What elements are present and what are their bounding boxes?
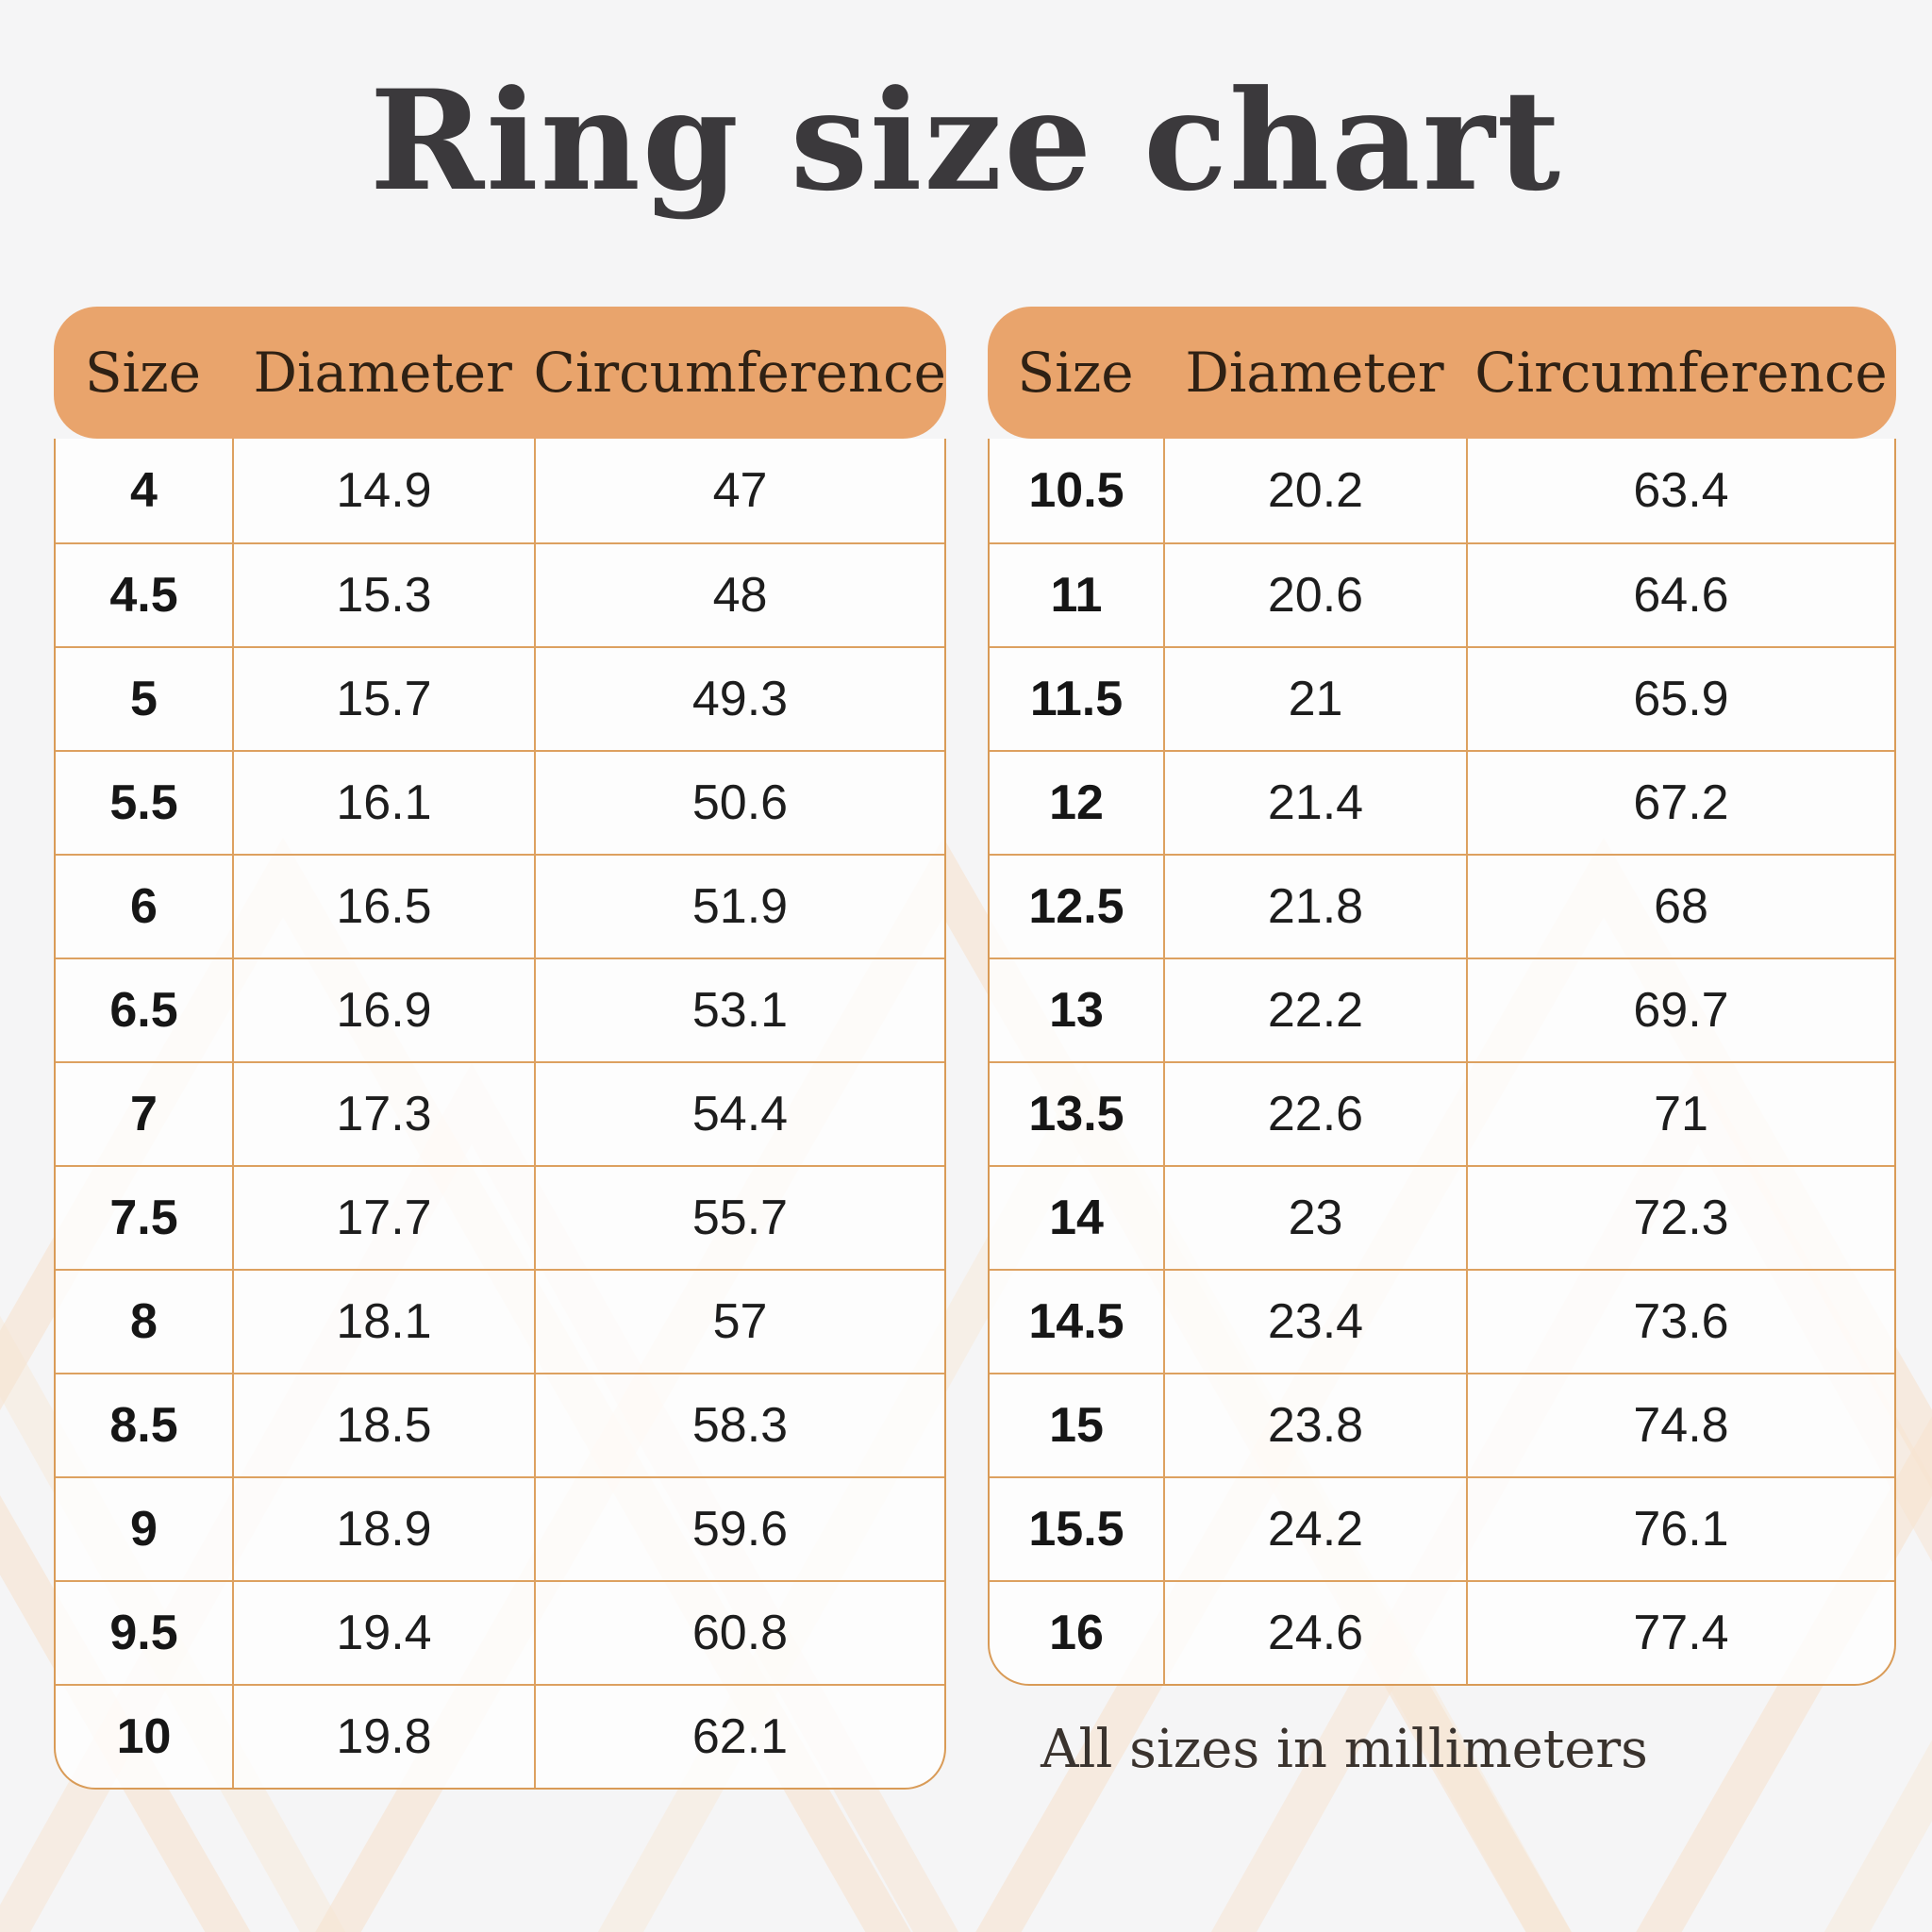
table-row: [56, 1269, 944, 1373]
size-cell: 9: [56, 1478, 234, 1580]
size-cell: 12.5: [990, 856, 1165, 958]
circumference-cell: 67.2: [1633, 775, 1729, 830]
table-row: [990, 1061, 1894, 1165]
table-row: [56, 958, 944, 1061]
diameter-cell: 19.4: [234, 1582, 536, 1684]
circumference-cell: 71: [1654, 1087, 1708, 1141]
size-cell: 8: [56, 1271, 234, 1373]
diameter-cell: 17.7: [234, 1167, 536, 1269]
circumference-cell: 65.9: [1633, 672, 1729, 726]
column-header-diameter: Diameter: [253, 341, 512, 405]
diameter-cell: 16.9: [234, 959, 536, 1061]
diameter-cell: 23: [1165, 1167, 1468, 1269]
circumference-cell: 50.6: [691, 775, 789, 830]
table-row: [990, 1580, 1894, 1684]
ring-size-table-right: [988, 307, 1896, 1686]
table-header-row: [54, 307, 946, 439]
diameter-cell: 18.5: [234, 1374, 536, 1476]
size-cell: 7.5: [56, 1167, 234, 1269]
circumference-cell: 47: [712, 463, 768, 518]
table-row: [56, 1684, 944, 1788]
diameter-cell: 15.3: [234, 544, 536, 646]
table-row: [56, 542, 944, 646]
units-note: All sizes in millimeters: [1041, 1719, 1648, 1780]
size-cell: 15.5: [990, 1478, 1165, 1580]
diameter-cell: 19.8: [234, 1686, 536, 1788]
diameter-cell: 14.9: [234, 439, 536, 542]
diameter-cell: 22.6: [1165, 1063, 1468, 1165]
table-row: [56, 439, 944, 542]
table-row: [990, 958, 1894, 1061]
table-header-row: [988, 307, 1896, 439]
circumference-cell: 58.3: [691, 1398, 789, 1453]
size-cell: 10.5: [990, 439, 1165, 542]
table-row: [56, 1476, 944, 1580]
circumference-cell: 74.8: [1633, 1398, 1729, 1453]
diameter-cell: 17.3: [234, 1063, 536, 1165]
table-row: [990, 542, 1894, 646]
diameter-cell: 24.6: [1165, 1582, 1468, 1684]
size-cell: 5.5: [56, 752, 234, 854]
table-body: [988, 439, 1896, 1686]
circumference-cell: 60.8: [691, 1606, 789, 1660]
circumference-cell: 53.1: [691, 983, 789, 1038]
circumference-cell: 49.3: [691, 672, 789, 726]
size-cell: 4: [56, 439, 234, 542]
diameter-cell: 20.6: [1165, 544, 1468, 646]
column-header-circumference: Circumference: [533, 341, 946, 405]
size-cell: 16: [990, 1582, 1165, 1684]
diameter-cell: 18.9: [234, 1478, 536, 1580]
circumference-cell: 51.9: [691, 879, 789, 934]
diameter-cell: 16.5: [234, 856, 536, 958]
column-header-diameter: Diameter: [1185, 341, 1444, 405]
circumference-cell: 55.7: [691, 1191, 789, 1245]
size-cell: 8.5: [56, 1374, 234, 1476]
size-cell: 6: [56, 856, 234, 958]
table-row: [990, 439, 1894, 542]
circumference-cell: 64.6: [1633, 568, 1729, 623]
table-row: [990, 854, 1894, 958]
circumference-cell: 48: [712, 568, 768, 623]
column-header-size: Size: [1017, 341, 1134, 405]
size-cell: 6.5: [56, 959, 234, 1061]
diameter-cell: 23.8: [1165, 1374, 1468, 1476]
size-cell: 4.5: [56, 544, 234, 646]
table-row: [990, 646, 1894, 750]
diameter-cell: 22.2: [1165, 959, 1468, 1061]
circumference-cell: 54.4: [691, 1087, 789, 1141]
circumference-cell: 73.6: [1633, 1294, 1729, 1349]
table-row: [990, 1373, 1894, 1476]
circumference-cell: 57: [712, 1294, 768, 1349]
diameter-cell: 21: [1165, 648, 1468, 750]
ring-size-table-left: [54, 307, 946, 1790]
size-cell: 11: [990, 544, 1165, 646]
diameter-cell: 16.1: [234, 752, 536, 854]
table-row: [990, 750, 1894, 854]
table-row: [56, 1580, 944, 1684]
diameter-cell: 23.4: [1165, 1271, 1468, 1373]
table-row: [990, 1476, 1894, 1580]
table-row: [990, 1269, 1894, 1373]
size-cell: 12: [990, 752, 1165, 854]
size-cell: 9.5: [56, 1582, 234, 1684]
diameter-cell: 24.2: [1165, 1478, 1468, 1580]
circumference-cell: 62.1: [691, 1709, 789, 1764]
table-body: [54, 439, 946, 1790]
table-row: [990, 1165, 1894, 1269]
page-title: Ring size chart: [369, 60, 1563, 222]
size-cell: 11.5: [990, 648, 1165, 750]
circumference-cell: 68: [1654, 879, 1708, 934]
size-cell: 13.5: [990, 1063, 1165, 1165]
circumference-cell: 63.4: [1633, 463, 1729, 518]
table-row: [56, 854, 944, 958]
size-cell: 13: [990, 959, 1165, 1061]
size-cell: 14: [990, 1167, 1165, 1269]
diameter-cell: 15.7: [234, 648, 536, 750]
circumference-cell: 76.1: [1633, 1502, 1729, 1557]
table-row: [56, 646, 944, 750]
table-row: [56, 1165, 944, 1269]
diameter-cell: 21.4: [1165, 752, 1468, 854]
size-cell: 5: [56, 648, 234, 750]
table-row: [56, 1373, 944, 1476]
column-header-size: Size: [84, 341, 201, 405]
size-cell: 15: [990, 1374, 1165, 1476]
circumference-cell: 77.4: [1633, 1606, 1729, 1660]
circumference-cell: 69.7: [1633, 983, 1729, 1038]
diameter-cell: 18.1: [234, 1271, 536, 1373]
table-row: [56, 1061, 944, 1165]
circumference-cell: 59.6: [691, 1502, 789, 1557]
diameter-cell: 21.8: [1165, 856, 1468, 958]
diameter-cell: 20.2: [1165, 439, 1468, 542]
size-cell: 10: [56, 1686, 234, 1788]
size-cell: 14.5: [990, 1271, 1165, 1373]
size-cell: 7: [56, 1063, 234, 1165]
circumference-cell: 72.3: [1633, 1191, 1729, 1245]
column-header-circumference: Circumference: [1474, 341, 1888, 405]
table-row: [56, 750, 944, 854]
